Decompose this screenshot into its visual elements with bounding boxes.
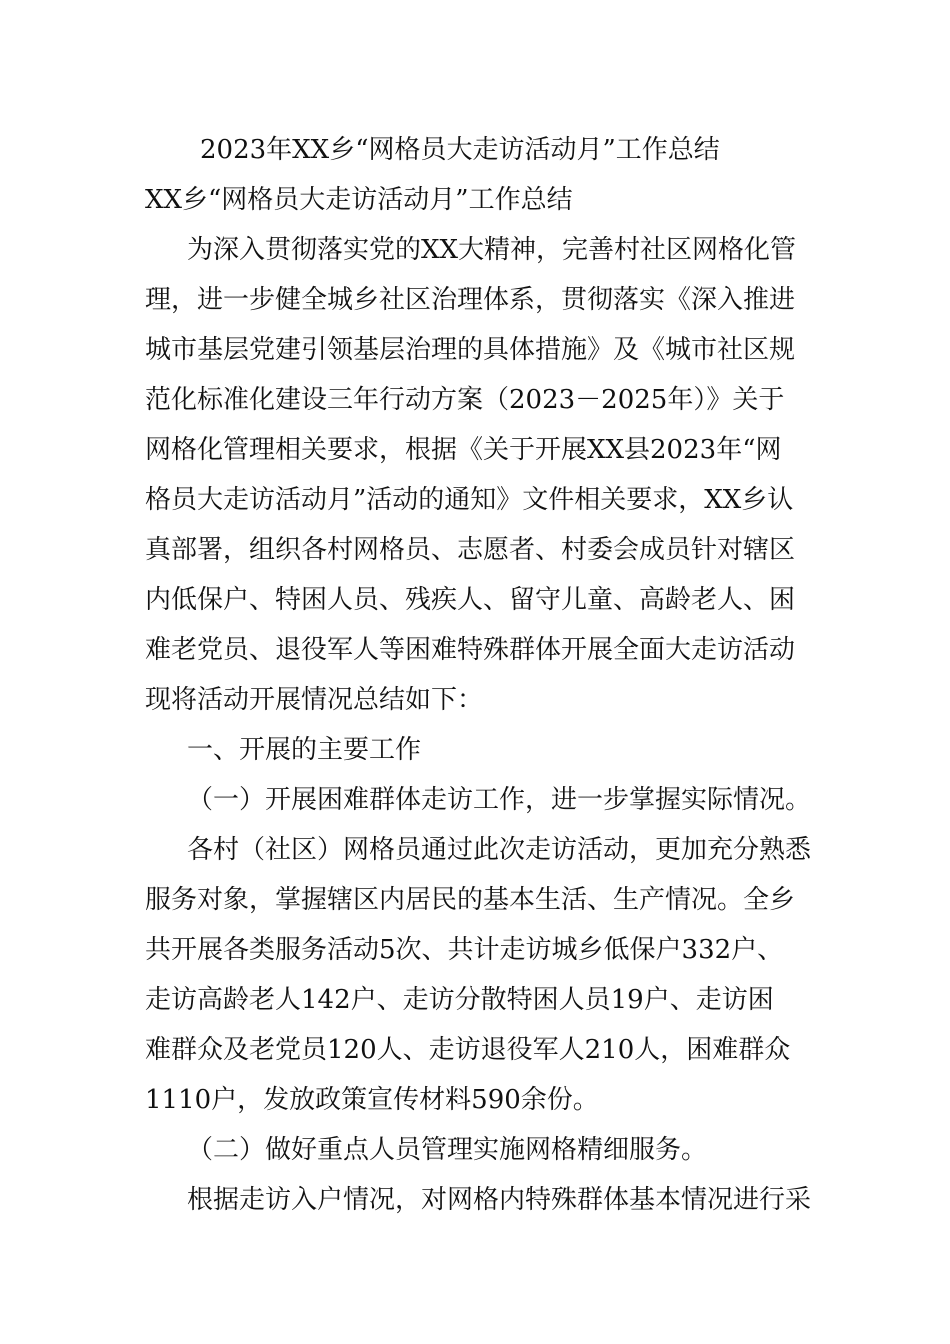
paragraph-line: 走访高龄老人142户、走访分散特困人员19户、走访困 — [145, 985, 774, 1015]
subsection-heading: （二）做好重点人员管理实施网格精细服务。 — [187, 1135, 708, 1165]
paragraph-line: 服务对象，掌握辖区内居民的基本生活、生产情况。全乡 — [145, 885, 796, 915]
paragraph-line: 范化标准化建设三年行动方案（2023－2025年）》关于 — [145, 385, 785, 415]
document-title: 2023年XX乡“网格员大走访活动月”工作总结 — [200, 135, 720, 165]
paragraph-line: 网格化管理相关要求，根据《关于开展XX县2023年“网 — [145, 435, 782, 465]
paragraph-line: 格员大走访活动月”活动的通知》文件相关要求，XX乡认 — [145, 485, 794, 515]
document-subtitle: XX乡“网格员大走访活动月”工作总结 — [145, 185, 573, 215]
paragraph-line: 内低保户、特困人员、残疾人、留守儿童、高龄老人、困 — [145, 585, 796, 615]
section-heading: 一、开展的主要工作 — [187, 735, 422, 765]
paragraph-line: 城市基层党建引领基层治理的具体措施》及《城市社区规 — [145, 335, 796, 365]
paragraph-line: 为深入贯彻落实党的XX大精神，完善村社区网格化管 — [187, 235, 797, 265]
paragraph-line: 现将活动开展情况总结如下： — [145, 685, 484, 715]
paragraph-line: 真部署，组织各村网格员、志愿者、村委会成员针对辖区 — [145, 535, 796, 565]
paragraph-line: 共开展各类服务活动5次、共计走访城乡低保户332户、 — [145, 935, 784, 965]
paragraph-line: 根据走访入户情况，对网格内特殊群体基本情况进行采 — [187, 1185, 812, 1215]
paragraph-line: 难群众及老党员120人、走访退役军人210人，困难群众 — [145, 1035, 791, 1065]
paragraph-line: 难老党员、退役军人等困难特殊群体开展全面大走访活动 — [145, 635, 796, 665]
paragraph-line: 理，进一步健全城乡社区治理体系，贯彻落实《深入推进 — [145, 285, 796, 315]
paragraph-line: 1110户，发放政策宣传材料590余份。 — [145, 1085, 599, 1115]
subsection-heading: （一）开展困难群体走访工作，进一步掌握实际情况。 — [187, 785, 812, 815]
paragraph-line: 各村（社区）网格员通过此次走访活动，更加充分熟悉 — [187, 835, 812, 865]
